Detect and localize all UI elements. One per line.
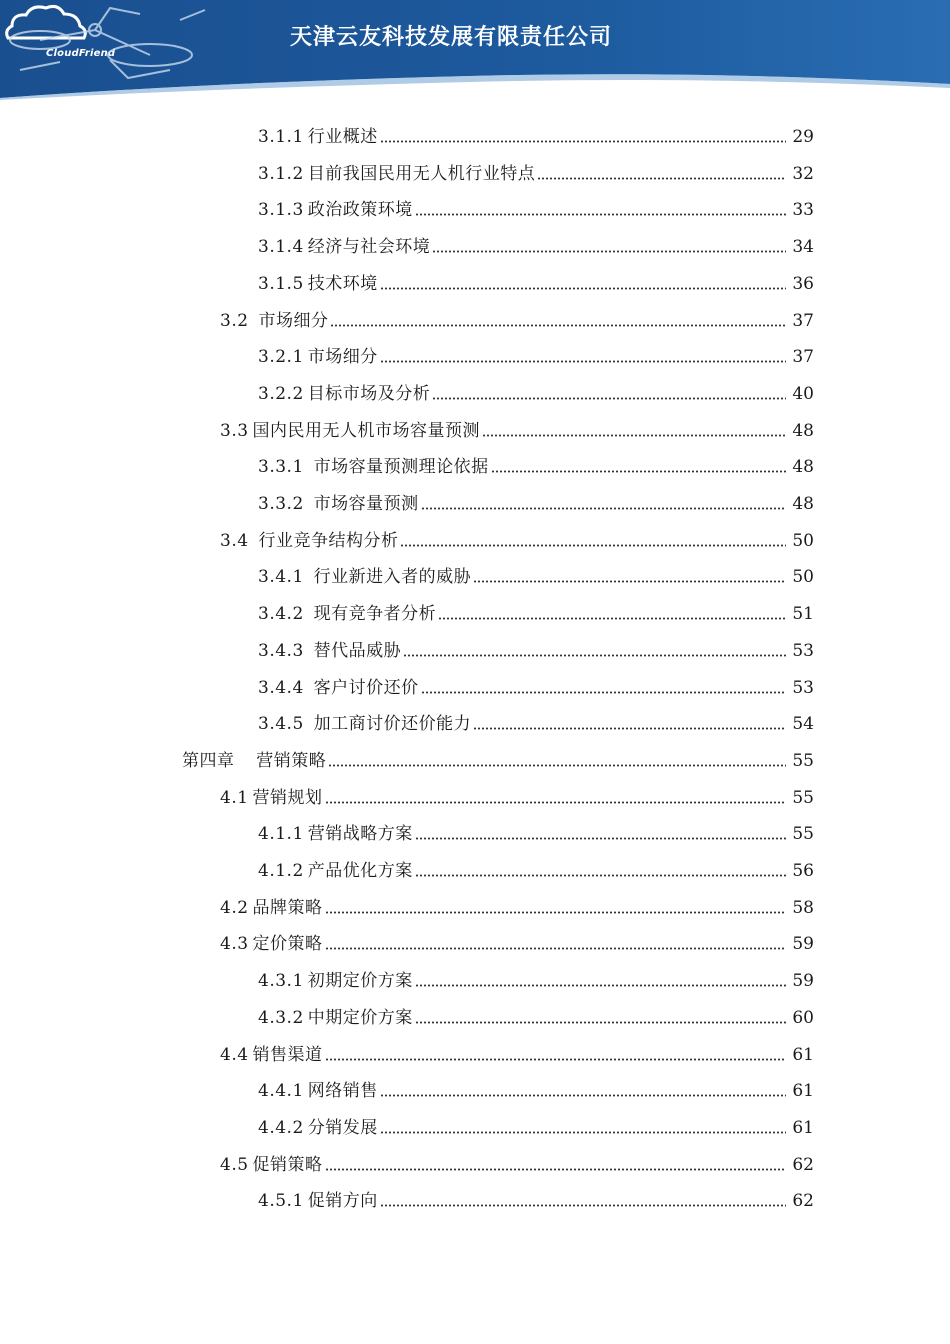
toc-entry-number: 4.4.1 [258,1081,304,1102]
toc-entry[interactable] [220,1146,814,1176]
toc-entry-title: 替代品威胁 [313,640,402,661]
toc-entry[interactable] [258,1072,814,1102]
toc-entry-number: 3.4 [220,530,255,551]
toc-entry[interactable] [258,669,814,699]
toc-dot-leader [473,727,786,730]
toc-entry[interactable] [258,191,814,221]
toc-entry[interactable] [220,925,814,955]
toc-page-number: 61 [792,1044,814,1065]
toc-entry[interactable] [258,448,814,478]
toc-dot-leader [325,801,786,804]
toc-dot-leader [432,250,786,253]
toc-dot-leader [380,140,786,143]
toc-page-number: 50 [792,567,814,588]
toc-entry-number: 4.2 [220,897,249,918]
toc-entry-title: 加工商讨价还价能力 [313,714,472,735]
toc-entry-number: 3.3.1 [258,457,310,478]
toc-dot-leader [421,507,786,510]
toc-entry-title: 现有竞争者分析 [313,604,437,625]
toc-page-number: 55 [792,750,814,771]
toc-entry-title: 营销规划 [252,787,323,808]
toc-entry-number: 3.3 [220,420,249,441]
toc-dot-leader [491,470,786,473]
toc-entry-title: 品牌策略 [252,897,323,918]
toc-page-number: 53 [792,640,814,661]
toc-entry-number: 3.4.4 [258,677,310,698]
toc-dot-leader [325,1058,786,1061]
toc-entry-title: 市场细分 [307,347,378,368]
toc-entry[interactable] [220,889,814,919]
toc-dot-leader [380,360,786,363]
toc-dot-leader [432,397,786,400]
toc-page-number: 56 [792,861,814,881]
toc-entry[interactable] [220,779,814,809]
toc-entry-number: 4.3.2 [258,1007,304,1028]
toc-entry[interactable] [258,705,814,735]
toc-page-number: 55 [792,824,814,845]
toc-page-number: 55 [792,787,814,808]
toc-entry-title: 市场容量预测理论依据 [313,457,489,478]
toc-dot-leader [328,764,786,767]
toc-entry[interactable] [258,558,814,588]
toc-entry-title: 行业概述 [307,127,378,147]
toc-page-number: 37 [792,347,814,368]
toc-entry-number: 3.1.3 [258,200,304,221]
toc-entry-title: 初期定价方案 [307,971,413,992]
toc-page-number: 29 [792,127,814,147]
toc-entry-number: 3.4.5 [258,714,310,735]
toc-entry-number: 3.1.5 [258,273,304,294]
toc-entry[interactable] [220,412,814,442]
toc-entry-title: 营销战略方案 [307,824,413,845]
toc-entry-title: 客户讨价还价 [313,677,419,698]
toc-entry-title: 目标市场及分析 [307,383,431,404]
toc-entry-title: 网络销售 [307,1081,378,1102]
toc-page-number: 34 [792,237,814,258]
toc-page-number: 48 [792,494,814,514]
company-name: 天津云友科技发展有限责任公司 [290,25,613,50]
toc-entry-title: 市场细分 [258,310,329,331]
toc-entry-number: 第四章 [182,750,253,771]
toc-entry[interactable] [258,265,814,295]
toc-dot-leader [325,1168,786,1171]
toc-entry-number: 4.5.1 [258,1191,304,1212]
toc-entry-number: 3.4.2 [258,604,310,625]
page-header [0,0,950,100]
toc-entry-number: 3.1.1 [258,127,304,147]
toc-entry-number: 3.2.1 [258,347,304,368]
toc-entry-number: 3.2.2 [258,383,304,404]
toc-entry[interactable] [258,962,814,992]
toc-entry[interactable] [220,1036,814,1066]
toc-entry-number: 4.1.2 [258,861,304,881]
toc-entry-title: 中期定价方案 [307,1007,413,1028]
toc-entry-number: 4.3.1 [258,971,304,992]
toc-entry[interactable] [258,118,814,148]
toc-dot-leader [380,1204,786,1207]
toc-entry[interactable] [258,815,814,845]
toc-dot-leader [400,544,786,547]
toc-entry-number: 3.1.2 [258,163,304,184]
toc-page-number: 61 [792,1081,814,1102]
toc-dot-leader [403,654,786,657]
toc-dot-leader [415,213,786,216]
drone-illustration-icon [0,0,215,90]
toc-dot-leader [421,691,786,694]
toc-entry-number: 3.4.3 [258,640,310,661]
toc-page-number: 48 [792,420,814,441]
toc-entry[interactable] [258,485,814,515]
toc-dot-leader [380,287,786,290]
toc-entry-title: 政治政策环境 [307,200,413,221]
toc-entry-number: 4.4.2 [258,1117,304,1138]
toc-entry-title: 营销策略 [256,750,327,771]
toc-entry[interactable] [258,375,814,405]
toc-dot-leader [438,617,786,620]
toc-page-number: 32 [792,163,814,184]
toc-page-number: 51 [792,604,814,625]
toc-dot-leader [325,911,786,914]
toc-entry[interactable] [258,999,814,1029]
toc-entry-title: 行业新进入者的威胁 [313,567,472,588]
toc-page-number: 60 [792,1007,814,1028]
toc-entry-title: 销售渠道 [252,1044,323,1065]
toc-page-number: 61 [792,1117,814,1138]
toc-entry-title: 目前我国民用无人机行业特点 [307,163,536,184]
toc-entry-number: 3.2 [220,310,255,331]
toc-entry[interactable] [258,155,814,185]
toc-entry-title: 市场容量预测 [313,494,419,514]
toc-entry[interactable] [258,1109,814,1139]
toc-entry-title: 国内民用无人机市场容量预测 [252,420,481,441]
logo-text: CloudFriend [46,48,116,59]
toc-dot-leader [473,580,786,583]
toc-page-number: 33 [792,200,814,221]
toc-entry[interactable] [182,742,814,772]
toc-entry-title: 经济与社会环境 [307,237,431,258]
toc-dot-leader [482,434,786,437]
toc-entry-number: 4.1.1 [258,824,304,845]
toc-page-number: 58 [792,897,814,918]
toc-dot-leader [415,1021,786,1024]
toc-dot-leader [415,837,786,840]
toc-dot-leader [380,1131,786,1134]
toc-page-number: 59 [792,934,814,955]
toc-entry-number: 3.4.1 [258,567,310,588]
toc-dot-leader [415,874,786,877]
toc-entry-number: 3.3.2 [258,494,310,514]
toc-page-number: 62 [792,1154,814,1175]
toc-page-number: 54 [792,714,814,735]
toc-page-number: 62 [792,1191,814,1212]
toc-entry-title: 产品优化方案 [307,861,413,881]
toc-dot-leader [415,984,786,987]
toc-entry[interactable] [258,338,814,368]
toc-page-number: 50 [792,530,814,551]
toc-entry-title: 分销发展 [307,1117,378,1138]
toc-entry[interactable] [220,522,814,552]
toc-page-number: 48 [792,457,814,478]
toc-entry-number: 4.3 [220,934,249,955]
toc-entry[interactable] [258,1182,814,1212]
toc-entry-title: 促销方向 [307,1191,378,1212]
toc-entry[interactable] [258,632,814,662]
toc-dot-leader [537,177,786,180]
toc-dot-leader [325,947,786,950]
toc-page-number: 36 [792,273,814,294]
toc-entry-title: 技术环境 [307,273,378,294]
toc-dot-leader [380,1094,786,1097]
toc-entry-number: 4.1 [220,787,249,808]
toc-page-number: 59 [792,971,814,992]
toc-entry-title: 行业竞争结构分析 [258,530,399,551]
toc-page-number: 53 [792,677,814,698]
toc-entry[interactable] [220,302,814,332]
toc-entry[interactable] [258,852,814,882]
toc-page-number: 37 [792,310,814,331]
toc-page-number: 40 [792,383,814,404]
toc-entry-number: 4.4 [220,1044,249,1065]
toc-entry-title: 定价策略 [252,934,323,955]
toc-entry-title: 促销策略 [252,1154,323,1175]
toc-entry[interactable] [258,595,814,625]
toc-entry-number: 4.5 [220,1154,249,1175]
toc-entry[interactable] [258,228,814,258]
toc-entry-number: 3.1.4 [258,237,304,258]
toc-dot-leader [330,324,786,327]
